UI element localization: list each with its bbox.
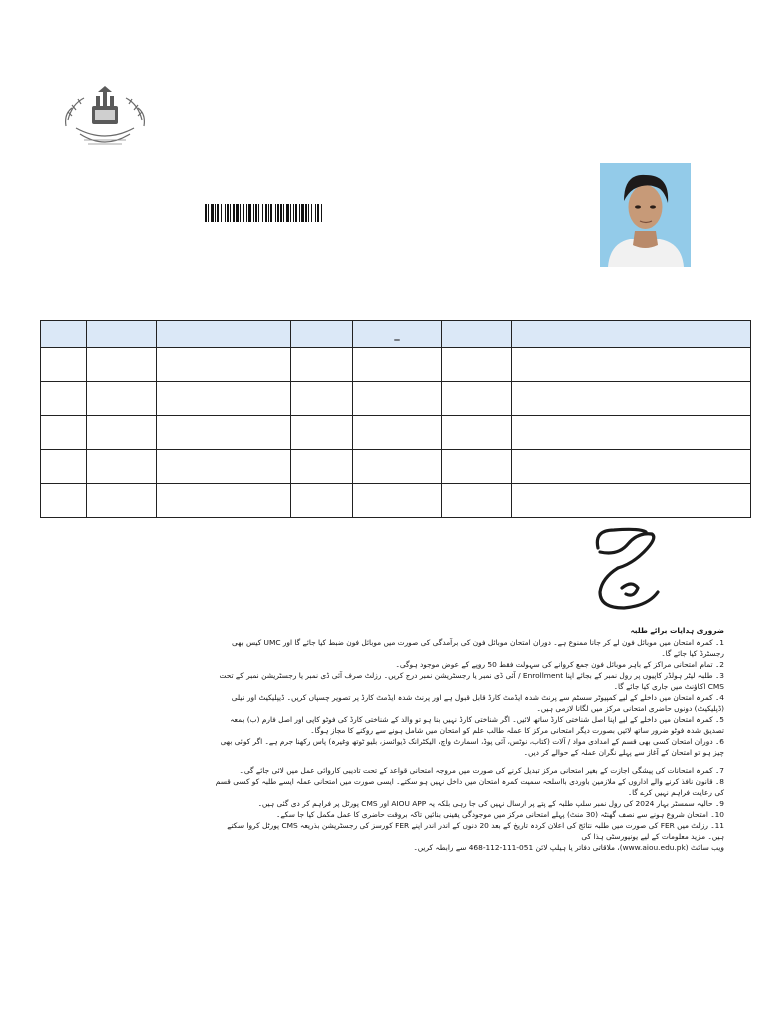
- table-cell: [442, 382, 512, 416]
- table-cell: [512, 382, 751, 416]
- table-cell: [157, 484, 291, 518]
- instruction-item: 9۔ حالیہ سمسٹر بہار 2024 کی رول نمبر سلپ طلبہ کے پتے پر ارسال نہیں کی جا رہی بلکہ یہ AIOU APP اور CMS پورٹل پر فراہم کر دی گئی ہیں۔: [257, 799, 724, 808]
- signature-icon: [588, 522, 668, 614]
- instructions-section: [212, 625, 724, 853]
- table-cell: [41, 416, 87, 450]
- table-cell: [442, 416, 512, 450]
- instruction-item: 5۔ کمرہ امتحان میں داخلے کے لیے اپنا اصل شناختی کارڈ ساتھ لائیں۔ اگر شناختی کارڈ نہیں بنا ہو تو والد کے شناختی کارڈ کی فوٹو کاپی اور اصل فارم (ب) بمعہ تصدیق شدہ فوٹو ضرور ساتھ لائیں بصورت دیگر امتحانی مرکز کا عملہ طالب علم کو امتحان میں شامل ہونے سے روکنے کا مجاز ہوگا۔: [230, 715, 724, 735]
- table-cell: [512, 348, 751, 382]
- table-header-row: [41, 321, 751, 348]
- table-cell: [87, 416, 157, 450]
- exam-table: [40, 320, 751, 518]
- table-cell: [353, 348, 442, 382]
- table-cell: [41, 382, 87, 416]
- table-cell: [41, 348, 87, 382]
- table-header-cell: [512, 321, 751, 348]
- table-cell: [87, 382, 157, 416]
- instructions-title: ضروری ہدایات برائے طلبہ: [630, 626, 724, 635]
- table-cell: [87, 450, 157, 484]
- instruction-item: 8۔ قانون نافذ کرنے والے اداروں کے ملازمین باوردی بااسلحہ سمیت کمرہ امتحان میں داخل نہیں ہو سکتے۔ ایسی صورت میں امتحانی عملہ ایسے طلبہ کو کسی قسم کی رعایت فراہم نہیں کرے گا۔: [215, 777, 724, 797]
- table-header-cell: [157, 321, 291, 348]
- candidate-photo: [600, 163, 691, 267]
- table-cell: [291, 416, 353, 450]
- table-cell: [291, 382, 353, 416]
- table-cell: [157, 416, 291, 450]
- instruction-item: 7۔ کمرہ امتحانات کی پیشگی اجازت کے بغیر امتحانی مرکز تبدیل کرنے کی صورت میں مروجہ امتحانی قواعد کے تحت تادیبی کاروائی عمل میں لائی جائے گی۔: [239, 766, 724, 775]
- instruction-item: 2۔ تمام امتحانی مراکز کے باہر موبائل فون جمع کروانے کی سہولت فقط 50 روپے کے عوض موجود ہوگی۔: [395, 660, 724, 669]
- instruction-item: 10۔ امتحان شروع ہونے سے نصف گھنٹہ (30 منٹ) پہلے امتحانی مرکز میں موجودگی یقینی بنائیں تاکہ بروقت حاضری کا عمل مکمل کیا جا سکے۔: [275, 810, 724, 819]
- table-cell: [353, 382, 442, 416]
- table-cell: [87, 348, 157, 382]
- barcode-icon: [205, 204, 385, 222]
- table-header-cell: [41, 321, 87, 348]
- table-cell: [353, 484, 442, 518]
- instruction-item: 4۔ کمرہ امتحان میں داخلے کے لیے کمپیوٹر سسٹم سے پرنٹ شدہ ایڈمٹ کارڈ قابل قبول ہے اور پرنٹ شدہ ایڈمٹ کارڈ پر تصویر چسپاں کریں۔ ڈیپلیکیٹ اور نیلی (ڈپلیکیٹ) دونوں حاضری امتحانی مرکز میں لگانا لازمی ہیں۔: [231, 693, 724, 713]
- table-row: [41, 450, 751, 484]
- table-cell: [512, 450, 751, 484]
- table-header-cell: [291, 321, 353, 348]
- table-row: [41, 348, 751, 382]
- table-cell: [291, 348, 353, 382]
- table-cell: [41, 450, 87, 484]
- university-emblem-icon: [62, 86, 148, 154]
- table-header-cell: _: [353, 321, 442, 348]
- table-cell: [291, 484, 353, 518]
- table-cell: [157, 382, 291, 416]
- table-cell: [41, 484, 87, 518]
- table-header-cell: [87, 321, 157, 348]
- instruction-spacer: [212, 758, 724, 765]
- table-row: [41, 484, 751, 518]
- instruction-item: 6۔ دوران امتحان کسی بھی قسم کے امدادی مواد / آلات (کتاب، نوٹس، آئی پوڈ، اسمارٹ واچ، الیکٹرانک ڈیوائسز، بلیو ٹوتھ وغیرہ) پاس رکھنا جرم ہے۔ اگر کوئی بھی چیز ہو تو امتحان کے آغاز سے پہلے نگران عملہ کے حوالے کر دیں۔: [220, 737, 724, 757]
- table-row: [41, 382, 751, 416]
- table-cell: [157, 450, 291, 484]
- instruction-item: ویب سائٹ (www.aiou.edu.pk)، ملاقاتی دفاتر یا ہیلپ لائن 051-111-112-468 سے رابطہ کریں۔: [413, 843, 724, 852]
- table-cell: [442, 450, 512, 484]
- instruction-item: 11۔ رزلٹ میں FER کی صورت میں طلبہ نتائج کی اعلان کردہ تاریخ کے بعد 20 دنوں کے اندر اندر اپنے FER کورسز کی رجسٹریشن بذریعہ CMS پورٹل کروا سکتے ہیں۔ مزید معلومات کے لیے یونیورسٹی ہذا کی: [227, 821, 724, 841]
- table-row: [41, 416, 751, 450]
- table-cell: [87, 484, 157, 518]
- table-cell: [512, 484, 751, 518]
- table-cell: [442, 484, 512, 518]
- table-cell: [442, 348, 512, 382]
- instruction-item: 3۔ طلبہ لیٹر ہولڈر کاپیوں پر رول نمبر کے بجائے اپنا Enrollment / آئی ڈی نمبر یا رجسٹریشن نمبر درج کریں۔ رزلٹ صرف آئی ڈی نمبر یا رجسٹریشن نمبر کے تحت CMS اکاؤنٹ میں جاری کیا جائے گا۔: [219, 671, 724, 691]
- table-header-cell: [442, 321, 512, 348]
- table-cell: [353, 416, 442, 450]
- table-cell: [353, 450, 442, 484]
- table-cell: [291, 450, 353, 484]
- table-cell: [512, 416, 751, 450]
- table-cell: [157, 348, 291, 382]
- instruction-item: 1۔ کمرہ امتحان میں موبائل فون لے کر جانا ممنوع ہے۔ دوران امتحان موبائل فون کی برآمدگی کی صورت میں موبائل فون ضبط کیا جائے گا اور UMC کیس بھی رجسٹرڈ کیا جائے گا۔: [232, 638, 724, 658]
